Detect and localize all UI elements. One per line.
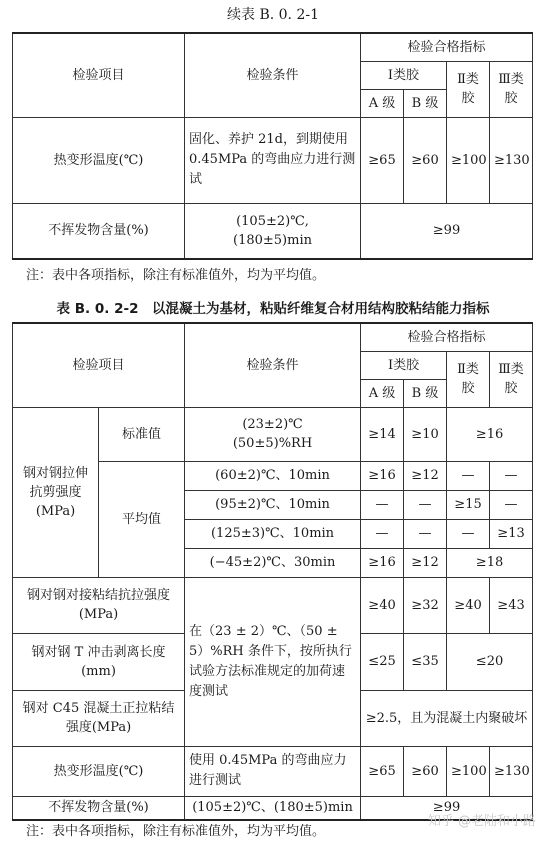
nonvolatile-value: ≥99 bbox=[361, 796, 533, 820]
heat-label: 热变形温度(℃) bbox=[13, 746, 185, 796]
standard-b: ≥10 bbox=[404, 407, 447, 461]
t2-header-grade-a: A 级 bbox=[361, 379, 404, 407]
t2-header-condition: 检验条件 bbox=[185, 323, 361, 407]
nonvolatile-condition: (105±2)℃、(180±5)min bbox=[185, 796, 361, 820]
t2-header-class1: Ⅰ类胶 bbox=[361, 351, 447, 379]
heat-b: ≥60 bbox=[404, 746, 447, 796]
row-nonvolatile-value: ≥99 bbox=[361, 203, 533, 259]
row-heat-b: ≥60 bbox=[404, 117, 447, 203]
header-class2: Ⅱ类胶 bbox=[447, 61, 490, 117]
table1-note: 注：表中各项指标，除注有标准值外，均为平均值。 bbox=[26, 268, 326, 283]
table2-caption: 表 B. 0. 2-2 以混凝土为基材，粘贴纤维复合材用结构胶粘结能力指标 bbox=[56, 301, 490, 317]
avg-row-condition: (125±3)℃、10min bbox=[185, 519, 361, 548]
t2-header-class2: Ⅱ类胶 bbox=[447, 351, 490, 407]
butt-joint-c2: ≥40 bbox=[447, 577, 490, 633]
avg-row-c3: ≥13 bbox=[490, 519, 533, 548]
avg-row-a: — bbox=[361, 490, 404, 519]
t2-header-item: 检验项目 bbox=[13, 323, 185, 407]
t2-header-qualified: 检验合格指标 bbox=[361, 323, 533, 351]
watermark: 知乎 @老陆和小路 bbox=[427, 814, 536, 829]
t2-header-grade-b: B 级 bbox=[404, 379, 447, 407]
butt-joint-c3: ≥43 bbox=[490, 577, 533, 633]
avg-row-b: — bbox=[404, 490, 447, 519]
row-heat-a: ≥65 bbox=[361, 117, 404, 203]
t-peel-a: ≤25 bbox=[361, 633, 404, 690]
avg-row-condition: (−45±2)℃、30min bbox=[185, 548, 361, 577]
avg-row-a: ≥16 bbox=[361, 548, 404, 577]
table2 bbox=[12, 322, 533, 821]
row-heat-condition: 固化、养护 21d，到期使用 0.45MPa 的弯曲应力进行测试 bbox=[185, 117, 361, 203]
avg-row-c3: — bbox=[490, 461, 533, 490]
avg-row-b: ≥12 bbox=[404, 461, 447, 490]
row-heat-c3: ≥130 bbox=[490, 117, 533, 203]
t-peel-c23: ≤20 bbox=[447, 633, 533, 690]
heat-c2: ≥100 bbox=[447, 746, 490, 796]
average-value-label: 平均值 bbox=[99, 461, 185, 577]
butt-joint-b: ≥32 bbox=[404, 577, 447, 633]
standard-a: ≥14 bbox=[361, 407, 404, 461]
heat-condition: 使用 0.45MPa 的弯曲应力进行测试 bbox=[185, 746, 361, 796]
avg-row-c23: ≥18 bbox=[447, 548, 533, 577]
header-grade-b: B 级 bbox=[404, 89, 447, 117]
row-heat-c2: ≥100 bbox=[447, 117, 490, 203]
avg-row-b: — bbox=[404, 519, 447, 548]
row-heat-item: 热变形温度(℃) bbox=[13, 117, 185, 203]
header-class1: Ⅰ类胶 bbox=[361, 61, 447, 89]
header-class3: Ⅲ类胶 bbox=[490, 61, 533, 117]
row-nonvolatile-item: 不挥发物含量(%) bbox=[13, 203, 185, 259]
c45-label: 钢对 C45 混凝土正拉粘结强度(MPa) bbox=[13, 690, 185, 746]
t2-header-class3: Ⅲ类胶 bbox=[490, 351, 533, 407]
avg-row-a: ≥16 bbox=[361, 461, 404, 490]
avg-row-b: ≥12 bbox=[404, 548, 447, 577]
standard-c23: ≥16 bbox=[447, 407, 533, 461]
row-nonvolatile-condition: (105±2)℃, (180±5)min bbox=[185, 203, 361, 259]
header-condition: 检验条件 bbox=[185, 33, 361, 117]
header-grade-a: A 级 bbox=[361, 89, 404, 117]
nonvolatile-label: 不挥发物含量(%) bbox=[13, 796, 185, 820]
c45-value: ≥2.5，且为混凝土内聚破坏 bbox=[361, 690, 533, 746]
butt-joint-label: 钢对钢对接粘结抗拉强度(MPa) bbox=[13, 577, 185, 633]
table2-note: 注：表中各项指标，除注有标准值外，均为平均值。 bbox=[26, 824, 326, 839]
table1 bbox=[12, 32, 533, 260]
header-qualified: 检验合格指标 bbox=[361, 33, 533, 61]
t-peel-b: ≤35 bbox=[404, 633, 447, 690]
butt-joint-a: ≥40 bbox=[361, 577, 404, 633]
avg-row-a: — bbox=[361, 519, 404, 548]
heat-c3: ≥130 bbox=[490, 746, 533, 796]
avg-row-c2: ≥15 bbox=[447, 490, 490, 519]
avg-row-c2: — bbox=[447, 461, 490, 490]
heat-a: ≥65 bbox=[361, 746, 404, 796]
avg-row-c2: — bbox=[447, 519, 490, 548]
header-item: 检验项目 bbox=[13, 33, 185, 117]
avg-row-condition: (60±2)℃、10min bbox=[185, 461, 361, 490]
shared-condition: 在（23 ± 2）℃、（50 ± 5）%RH 条件下，按所执行试验方法标准规定的加荷速度测试 bbox=[185, 577, 361, 746]
standard-condition: (23±2)℃ (50±5)%RH bbox=[185, 407, 361, 461]
avg-row-condition: (95±2)℃、10min bbox=[185, 490, 361, 519]
standard-value-label: 标准值 bbox=[99, 407, 185, 461]
steel-tensile-label: 钢对钢拉伸抗剪强度(MPa) bbox=[13, 407, 99, 577]
table1-caption: 续表 B. 0. 2-1 bbox=[227, 7, 319, 23]
t-peel-label: 钢对钢 T 冲击剥离长度(mm) bbox=[13, 633, 185, 690]
avg-row-c3: — bbox=[490, 490, 533, 519]
